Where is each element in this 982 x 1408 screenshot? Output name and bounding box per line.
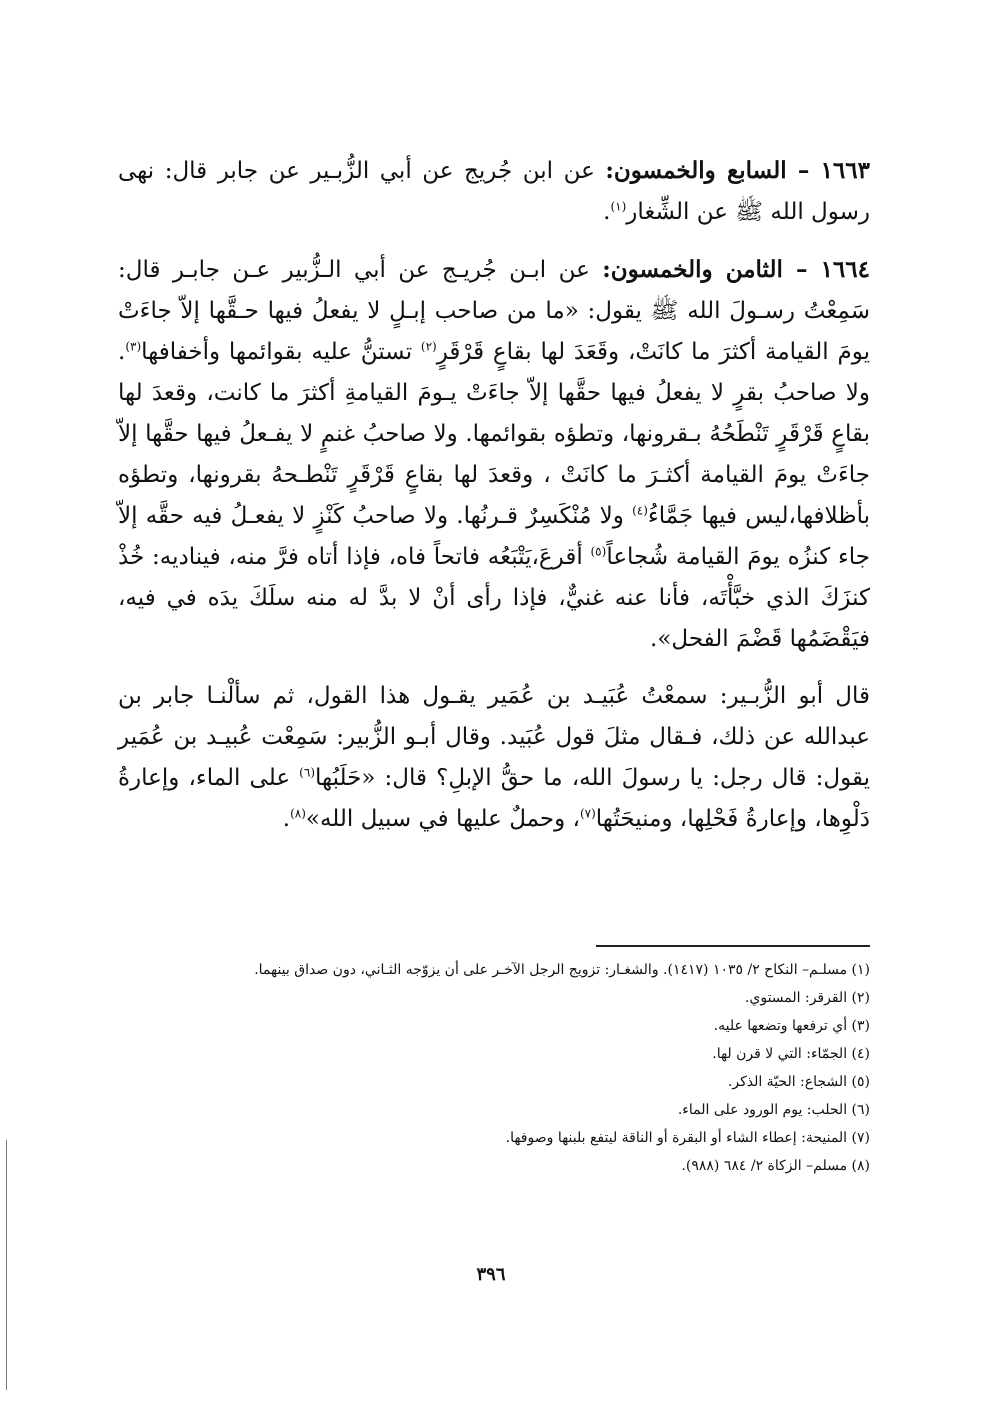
footnote-8: (٨) مسلم– الزكاة ٢/ ٦٨٤ (٩٨٨).	[681, 1158, 870, 1174]
footnote-6: (٦) الحلب: يوم الورود على الماء.	[677, 1102, 870, 1118]
footnote-2: (٢) القرقر: المستوي.	[744, 990, 870, 1006]
footnote-ref: (٣)	[125, 339, 142, 354]
hadith-1664	[118, 249, 870, 660]
hadith-1663	[118, 150, 870, 233]
narration-text: على الماء، وإعارةُ دَلْوِها، وإعارةُ فَحْلِها، ومنيحَتُها	[118, 765, 870, 832]
hadith-text: . ولا صاحبُ بقرٍ لا يفعلُ فيها حقَّها إلاّ جاءَتْ يـومَ القيامةِ أكثرَ ما كانت، وقعدَ لها بقاعٍ قَرْقَرٍ تَنْطَحُهُ بـقرونها، وتطؤه بقوائمها. ولا صاحبُ غنمٍ لا يفـعلُ فيها حقَّها إلاّ جاءَتْ يومَ القيامة أكثـرَ ما كانَتْ ، وقعدَ لها بقاعٍ قَرْقَرٍ تَنْطـحهُ بقرونها، وتطؤه بأظلافها،ليس فيها جَمَّاءُ	[118, 339, 870, 529]
hadith-text: ولا مُنْكَسِرٌ قـرنُها. ولا صاحبُ كَنْزٍ لا يفعـلُ فيه حقَّه إلاّ جاء كنزُه يومَ القيامة شُجاعاً	[118, 503, 870, 570]
footnote-1: (١) مسلـم– النكاح ٢/ ١٠٣٥ (١٤١٧). والشغـار: تزويج الرجل الآخـر على أن يزوّجه الثـاني، دون صداق بينهما.	[254, 962, 870, 978]
hadith-text: عن ابـن جُريـج عن أبي الـزُّبير عـن جابـر قال: سَمِعْتُ رسـولَ الله ﷺ يقول: «ما من صاحب إبـلٍ لا يفعلُ فيها حـقَّها إلاّ جاءَتْ يومَ القيامة أكثرَ ما كانَتْ، وقَعَدَ لها بقاعٍ قَرْقَرٍ	[118, 257, 870, 365]
footnote-5: (٥) الشجاع: الحيّة الذكر.	[727, 1074, 870, 1090]
narration-text: ، وحملٌ عليها في سبيل الله»	[305, 806, 580, 832]
hadith-number: ١٦٦٤ – الثامن والخمسون:	[602, 256, 870, 283]
footnote-ref: (٦)	[299, 765, 315, 780]
narration-text: قال أبو الزُّبـير: سمعْتُ عُبَيـد بن عُمَير يقـول هذا القول، ثم سألْنـا جابر بن عبدالله عن ذلك، فـقال مثلَ قول عُبَيد. وقال أبـو الزُّبير: سَمِعْت عُبيـد بن عُمَير يقول: قال رجل: يا رسولَ الله، ما حقُّ الإبلِ؟ قال: «حَلَبُها	[118, 683, 870, 791]
hadith-text: تستنُّ عليه بقوائمها وأخفافها	[141, 339, 421, 365]
footnote-ref: (٤)	[632, 503, 648, 518]
footnote-ref: (٨)	[290, 806, 306, 821]
main-text	[118, 150, 870, 856]
footnote-ref: (١)	[610, 199, 627, 214]
hadith-number: ١٦٦٣ – السابع والخمسون:	[605, 157, 870, 184]
footnote-4: (٤) الجمّاء: التي لا قرن لها.	[712, 1046, 870, 1062]
hadith-text: عن ابن جُريج عن أبي الزُّبـير عن جابر قال: نهى رسول الله ﷺ عن الشِّغار	[118, 158, 870, 225]
page-number: ٣٩٦	[476, 1264, 506, 1285]
footnote-ref: (٥)	[590, 544, 607, 559]
narration-text: .	[282, 806, 291, 832]
narration-paragraph	[118, 676, 870, 840]
footnotes	[118, 956, 870, 1180]
scan-edge-line	[6, 1140, 7, 1390]
footnote-ref: (٧)	[579, 806, 596, 821]
footnote-separator	[596, 945, 870, 947]
hadith-text: أقرعَ،يَتْبَعُه فاتحاً فاه، فإذا أتاه فرَّ منه، فيناديه: خُذْ كنزَكَ الذي خبَّأْتَه، فأنا عنه غنيٌّ، فإذا رأى أنْ لا بدَّ له منه سلَكَ يدَه في فيه، فيَقْضَمُها قَضْمَ الفحل».	[118, 544, 870, 652]
hadith-text: .	[603, 199, 611, 225]
footnote-ref: (٢)	[420, 339, 437, 354]
footnote-3: (٣) أي ترفعها وتضعها عليه.	[713, 1018, 870, 1034]
footnote-7: (٧) المنيحة: إعطاء الشاء أو البقرة أو الناقة ليتفع بلبنها وصوفها.	[505, 1130, 870, 1146]
